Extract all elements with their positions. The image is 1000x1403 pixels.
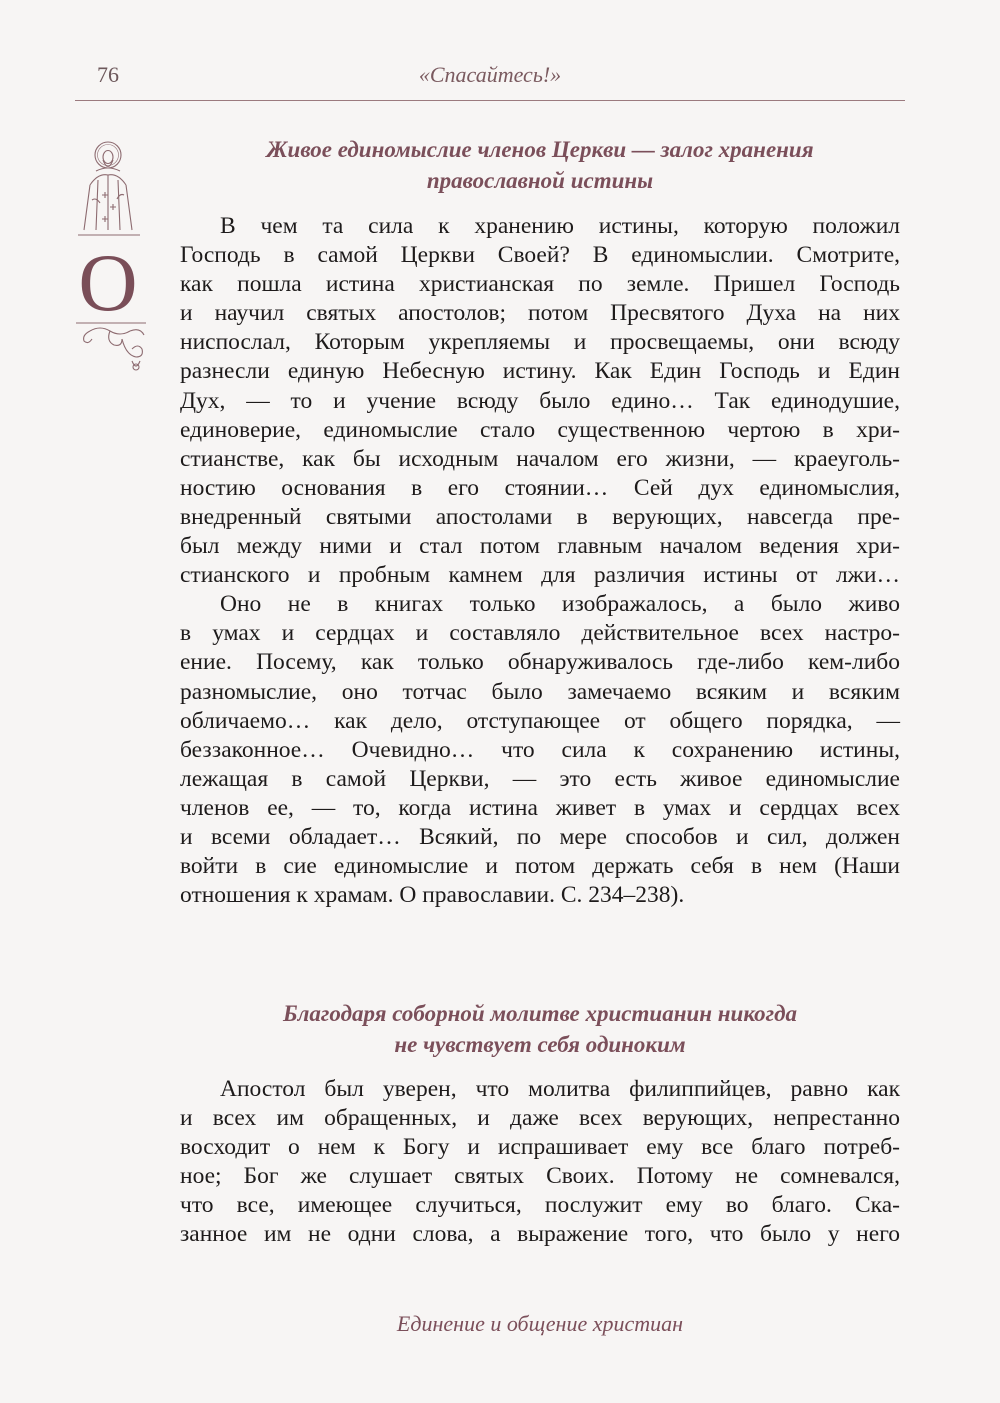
paragraph-line: Дух, — то и учение всюду было едино… Так единодушие, xyxy=(180,387,900,414)
paragraph-line: ное; Бог же слушает святых Своих. Потому не сомневался, xyxy=(180,1163,900,1190)
paragraph-line: восходит о нем к Богу и испрашивает ему все благо потреб- xyxy=(180,1134,900,1161)
paragraph-line: разнесли единую Небесную истину. Как Един Господь и Един xyxy=(180,358,900,385)
page-footer: Единение и общение христиан xyxy=(396,1311,684,1336)
chapter-ornament xyxy=(70,135,150,385)
paragraph-line: обличаемо… как дело, отступающее от общего порядка, — xyxy=(180,707,900,734)
drop-initial-letter: О xyxy=(78,237,138,328)
paragraph-line: ниспослал, Которым укрепляемы и просвещаемы, они всюду xyxy=(180,329,900,356)
section-2-body xyxy=(180,1075,900,1250)
paragraph-line: был между ними и стал потом главным началом ведения хри- xyxy=(180,533,900,560)
paragraph-line: Апостол был уверен, что молитва филиппийцев, равно как xyxy=(220,1076,900,1102)
paragraph-line: разномыслие, оно тотчас было замечаемо всяким и всяким xyxy=(180,678,900,705)
paragraph-line: занное им не одни слова, а выражение того, что было у него xyxy=(180,1221,900,1248)
running-title: «Спасайтесь!» xyxy=(418,62,562,87)
section-heading-line: не чувствует себя одиноким xyxy=(394,1032,686,1057)
saint-portrait-icon xyxy=(78,142,140,235)
paragraph-line: и всех им обращенных, и даже всех верующих, непрестанно xyxy=(180,1105,900,1132)
paragraph-line: ностию основания в его стоянии… Сей дух единомыслия, xyxy=(180,474,900,501)
paragraph-line: единоверие, единомыслие стало существенною чертою в хри- xyxy=(180,416,900,443)
section-heading-1 xyxy=(180,134,900,196)
section-1-body xyxy=(180,212,900,910)
paragraph-line: стианстве, как бы исходным началом его жизни, — краеуголь- xyxy=(180,445,900,472)
paragraph-line: и научил святых апостолов; потом Пресвятого Духа на них xyxy=(180,300,900,327)
section-heading-line: Живое единомыслие членов Церкви — залог хранения xyxy=(266,137,814,162)
paragraph-line: Оно не в книгах только изображалось, а было живо xyxy=(220,591,900,618)
paragraph-line: как пошла истина христианская по земле. Пришел Господь xyxy=(180,271,900,298)
page-number: 76 xyxy=(97,62,119,87)
paragraph-line: что все, имеющее случиться, послужит ему во благо. Ска- xyxy=(180,1192,900,1219)
section-heading-2 xyxy=(180,998,900,1060)
paragraph-line: стианского и пробным камнем для различия истины от лжи… xyxy=(180,562,900,589)
paragraph-line: В чем та сила к хранению истины, которую положил xyxy=(220,213,900,239)
paragraph-line: членов ее, — то, когда истина живет в умах и сердцах всех xyxy=(180,794,900,821)
paragraph-line: ение. Посему, как только обнаруживалось где-либо кем-либо xyxy=(180,649,900,676)
paragraph-line: внедренный святыми апостолами в верующих, навсегда пре- xyxy=(180,503,900,530)
section-heading-line: православной истины xyxy=(426,168,654,193)
paragraph-line: отношения к храмам. О православии. С. 234–238). xyxy=(180,882,685,909)
page-header xyxy=(75,56,905,101)
paragraph-line: Господь в самой Церкви Своей? В единомыслии. Смотрите, xyxy=(180,242,900,269)
paragraph-line: лежащая в самой Церкви, — это есть живое единомыслие xyxy=(180,765,900,792)
paragraph-line: в умах и сердцах и составляло действительное всех настро- xyxy=(180,620,900,647)
paragraph-line: войти в сие единомыслие и потом держать себя в нем (Наши xyxy=(180,853,900,880)
paragraph-line: беззаконное… Очевидно… что сила к сохранению истины, xyxy=(180,736,900,763)
paragraph-line: и всеми обладает… Всякий, по мере способов и сил, должен xyxy=(180,823,900,850)
flourish-ornament-icon xyxy=(76,323,146,370)
section-heading-line: Благодаря соборной молитве христианин никогда xyxy=(282,1001,798,1026)
